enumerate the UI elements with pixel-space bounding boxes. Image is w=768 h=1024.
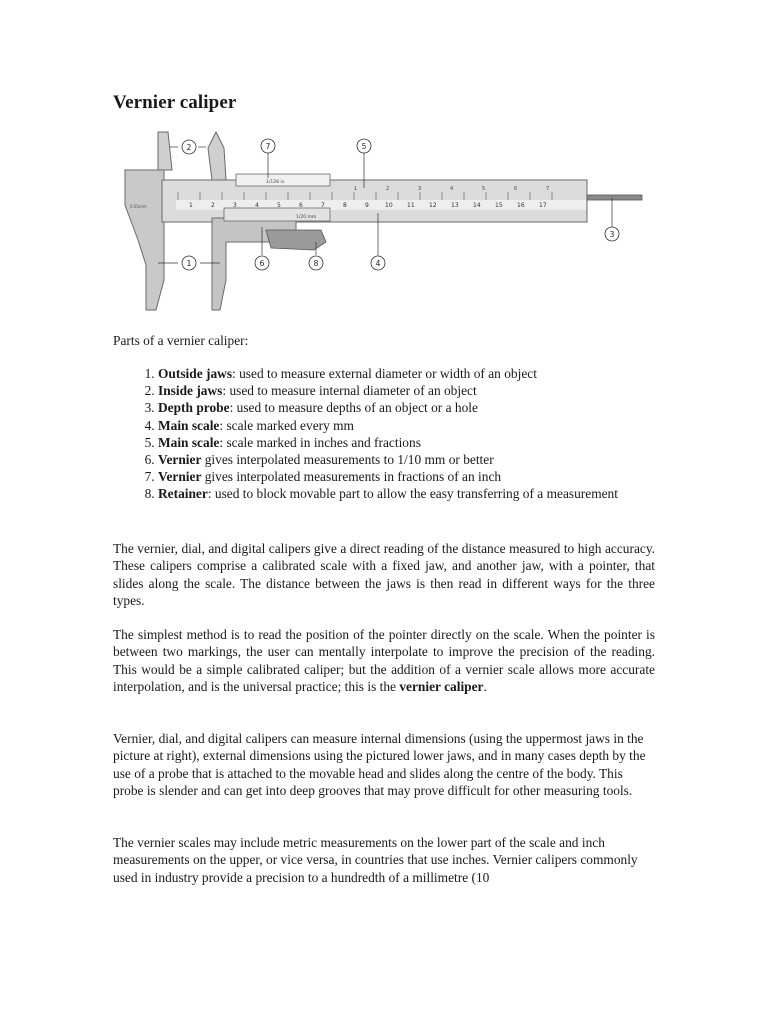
callout-2 [182,140,196,154]
inch-label: 7 [546,186,550,192]
callout-6 [255,256,269,270]
inch-label: 2 [386,186,390,192]
parts-intro: Parts of a vernier caliper: [113,333,249,348]
upper-fixed-jaw [158,132,172,170]
svg-text:7: 7 [265,142,271,151]
vernier-text: 1/20 mm [296,215,317,220]
paragraph-measurement-types: Vernier, dial, and digital calipers can measure internal dimensions (using the uppermost jaws in the picture at right), external dimensions using the pictured lower jaws, and in many cases depth by the use of a probe that is attached to the movable head and slides along the centre of the body. This probe is slender and can get into deep grooves that may prove difficult for other measuring tools. [113,731,646,798]
paragraph-calipers-overview: The vernier, dial, and digital calipers give a direct reading of the distance measured to high accuracy. These calipers comprise a calibrated scale with a fixed jaw, and another jaw, with a pointer, that slides along the scale. The distance between the jaws is then read in different ways for the three types. [113,541,655,608]
scale-label: 8 [343,202,347,209]
stamp-text: 0.05mm [130,204,147,209]
scale-label: 4 [255,202,259,209]
upper-sliding-jaw [208,132,226,180]
svg-text:3: 3 [609,230,615,239]
scale-label: 6 [299,202,303,209]
paragraph-scale-units: The vernier scales may include metric measurements on the lower part of the scale and inch measurements on the upper, or vice versa, in countries that use inches. Vernier calipers commonly used in industry provide a precision to a hundredth of a millimetre (10 [113,835,638,885]
page-title: Vernier caliper [113,92,237,113]
callout-7 [261,139,275,153]
scale-label: 11 [407,202,415,209]
scale-label: 16 [517,202,525,209]
callout-4 [371,256,385,270]
list-item: 4. Main scale: scale marked every mm [158,417,678,434]
svg-text:1: 1 [186,259,192,268]
scale-label: 15 [495,202,503,209]
scale-label: 7 [321,202,325,209]
scale-label: 2 [211,202,215,209]
paragraph-reading-method: The simplest method is to read the position of the pointer directly on the scale. When the pointer is between two markings, the user can mentally interpolate to improve the precision of the reading. This would be a simple calibrated caliper; but the addition of a vernier scale allows more accurate interpolation, and is the universal practice; this is the vernier caliper. [113,627,655,694]
scale-label: 5 [277,202,281,209]
inch-label: 6 [514,186,518,192]
svg-text:2: 2 [186,143,192,152]
vernier-caliper-figure [116,130,656,315]
list-item: 8. Retainer: used to block movable part to allow the easy transferring of a measurement [158,485,678,502]
svg-text:5: 5 [361,142,367,151]
scale-label: 12 [429,202,437,209]
depth-probe [587,195,642,200]
list-item: 5. Main scale: scale marked in inches and fractions [158,434,678,451]
scale-label: 17 [539,202,547,209]
scale-label: 3 [233,202,237,209]
callout-8 [309,256,323,270]
list-item: 3. Depth probe: used to measure depths of an object or a hole [158,399,678,416]
callout-1 [182,256,196,270]
inch-label: 5 [482,186,486,192]
retainer [266,230,326,250]
callout-3 [605,227,619,241]
caliper-illustration [116,130,656,315]
parts-list [113,365,678,503]
callout-5 [357,139,371,153]
slider-text: 1/128 in [266,180,285,185]
inch-label: 1 [354,186,358,192]
svg-text:6: 6 [259,259,265,268]
inch-label: 3 [418,186,422,192]
scale-label: 13 [451,202,459,209]
scale-label: 14 [473,202,481,209]
svg-text:4: 4 [375,259,381,268]
scale-label: 1 [189,202,193,209]
svg-text:8: 8 [313,259,319,268]
scale-label: 10 [385,202,393,209]
list-item: 7. Vernier gives interpolated measurements in fractions of an inch [158,468,678,485]
inch-label: 4 [450,186,454,192]
fixed-jaw [125,170,164,310]
scale-label: 9 [365,202,369,209]
list-item: 1. Outside jaws: used to measure external diameter or width of an object [158,365,678,382]
list-item: 6. Vernier gives interpolated measurements to 1/10 mm or better [158,451,678,468]
list-item: 2. Inside jaws: used to measure internal diameter of an object [158,382,678,399]
